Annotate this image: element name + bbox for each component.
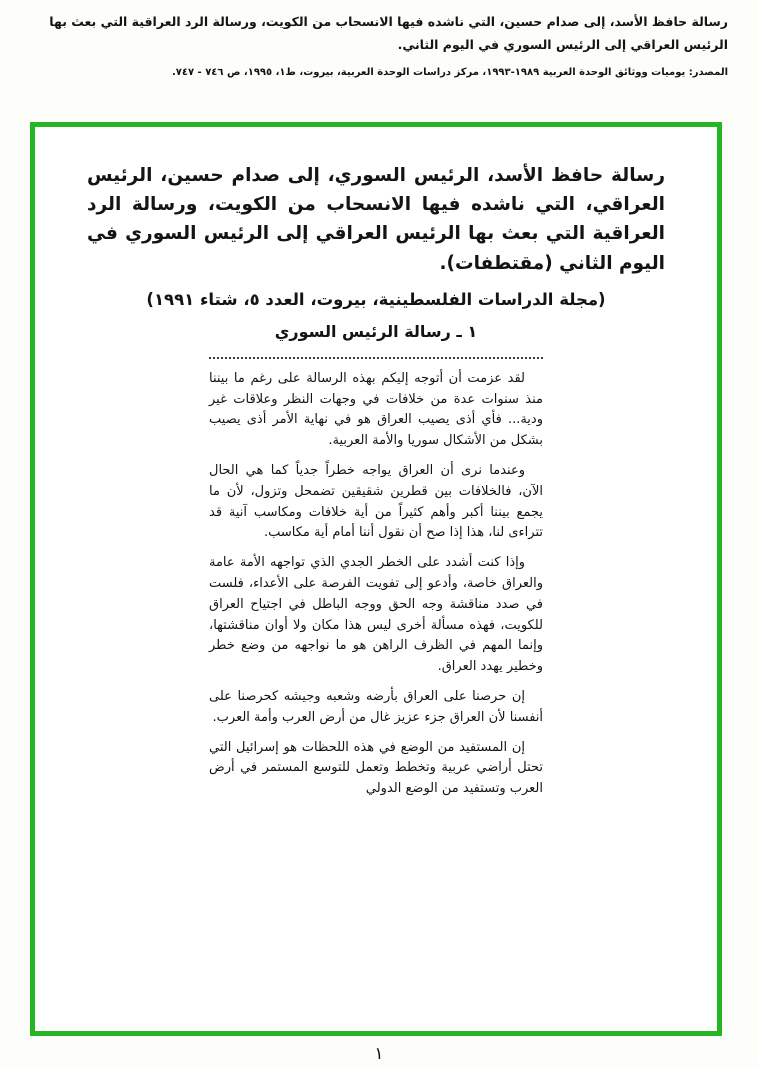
letter-body [209, 357, 543, 800]
paragraph: وعندما نرى أن العراق يواجه خطراً جدياً كما هي الحال الآن، فالخلافات بين قطرين شقيقين تضمحل وتزول، لأن ما يجمع بيننا أكبر وأهم كثيراً من أية خلافات ومكاسب آنية قد تتراءى لنا، هذا إذا صح أن نقول أننا أمام أية مكاسب. [209, 463, 543, 541]
paragraph: إن المستفيد من الوضع في هذه اللحظات هو إسرائيل التي تحتل أراضي عربية وتخطط وتعمل للتوسع المستمر في أرض العرب وتستفيد من الوضع الدولي [209, 739, 543, 797]
header-source-citation: المصدر: يوميات ووثائق الوحدة العربية ١٩٨٩-١٩٩٣، مركز دراسات الوحدة العربية، بيروت، ط١، ١٩٩٥، ص ٧٤٦ - ٧٤٧. [171, 67, 728, 79]
paragraph: إن حرصنا على العراق بأرضه وشعبه وجيشه كحرصنا على أنفسنا لأن العراق جزء عزيز غال من أرض العرب وأمة العرب. [209, 689, 543, 725]
document-title: رسالة حافظ الأسد، الرئيس السوري، إلى صدام حسين، الرئيس العراقي، التي ناشده فيها الانسحاب من الكويت، ورسالة الرد العراقية التي بعث بها الرئيس العراقي إلى الرئيس السوري في اليوم الثاني (مقتطفات). [87, 165, 665, 274]
dotted-separator [209, 357, 543, 359]
page-header [0, 0, 758, 81]
journal-reference: (مجلة الدراسات الفلسطينية، بيروت، العدد ٥، شتاء ١٩٩١) [146, 289, 606, 309]
paragraph: لقد عزمت أن أتوجه إليكم بهذه الرسالة على رغم ما بيننا منذ سنوات عدة من خلافات في وجهات النظر وعلاقات غير ودية... فأي أذى يصيب العراق هو في نهاية الأمر أذى يصيب بشكل من الأشكال سوريا والأمة العربية. [209, 370, 543, 449]
paragraph: وإذا كنت أشدد على الخطر الجدي الذي تواجهه الأمة عامة والعراق خاصة، وأدعو إلى تفويت الفرصة على الأعداء، فلست في صدد مناقشة وجه الحق ووجه الباطل في اجتياح العراق للكويت، فهذه مسألة أخرى ليس هذا مكان ولا أوان مناقشتها، وإنما المهم في الظرف الراهن هو ما نواجهه من وضع خطر وخطير يهدد العراق. [209, 555, 543, 675]
section-heading: ١ ـ رسالة الرئيس السوري [274, 321, 478, 341]
header-title-line-2: الرئيس العراقي إلى الرئيس السوري في اليوم الثاني. [397, 37, 728, 53]
document-frame [30, 122, 722, 1036]
page-number: ١ [374, 1044, 384, 1064]
header-title-line-1: رسالة حافظ الأسد، إلى صدام حسين، التي ناشده فيها الانسحاب من الكويت، ورسالة الرد العراقية التي بعث بها [49, 14, 728, 29]
